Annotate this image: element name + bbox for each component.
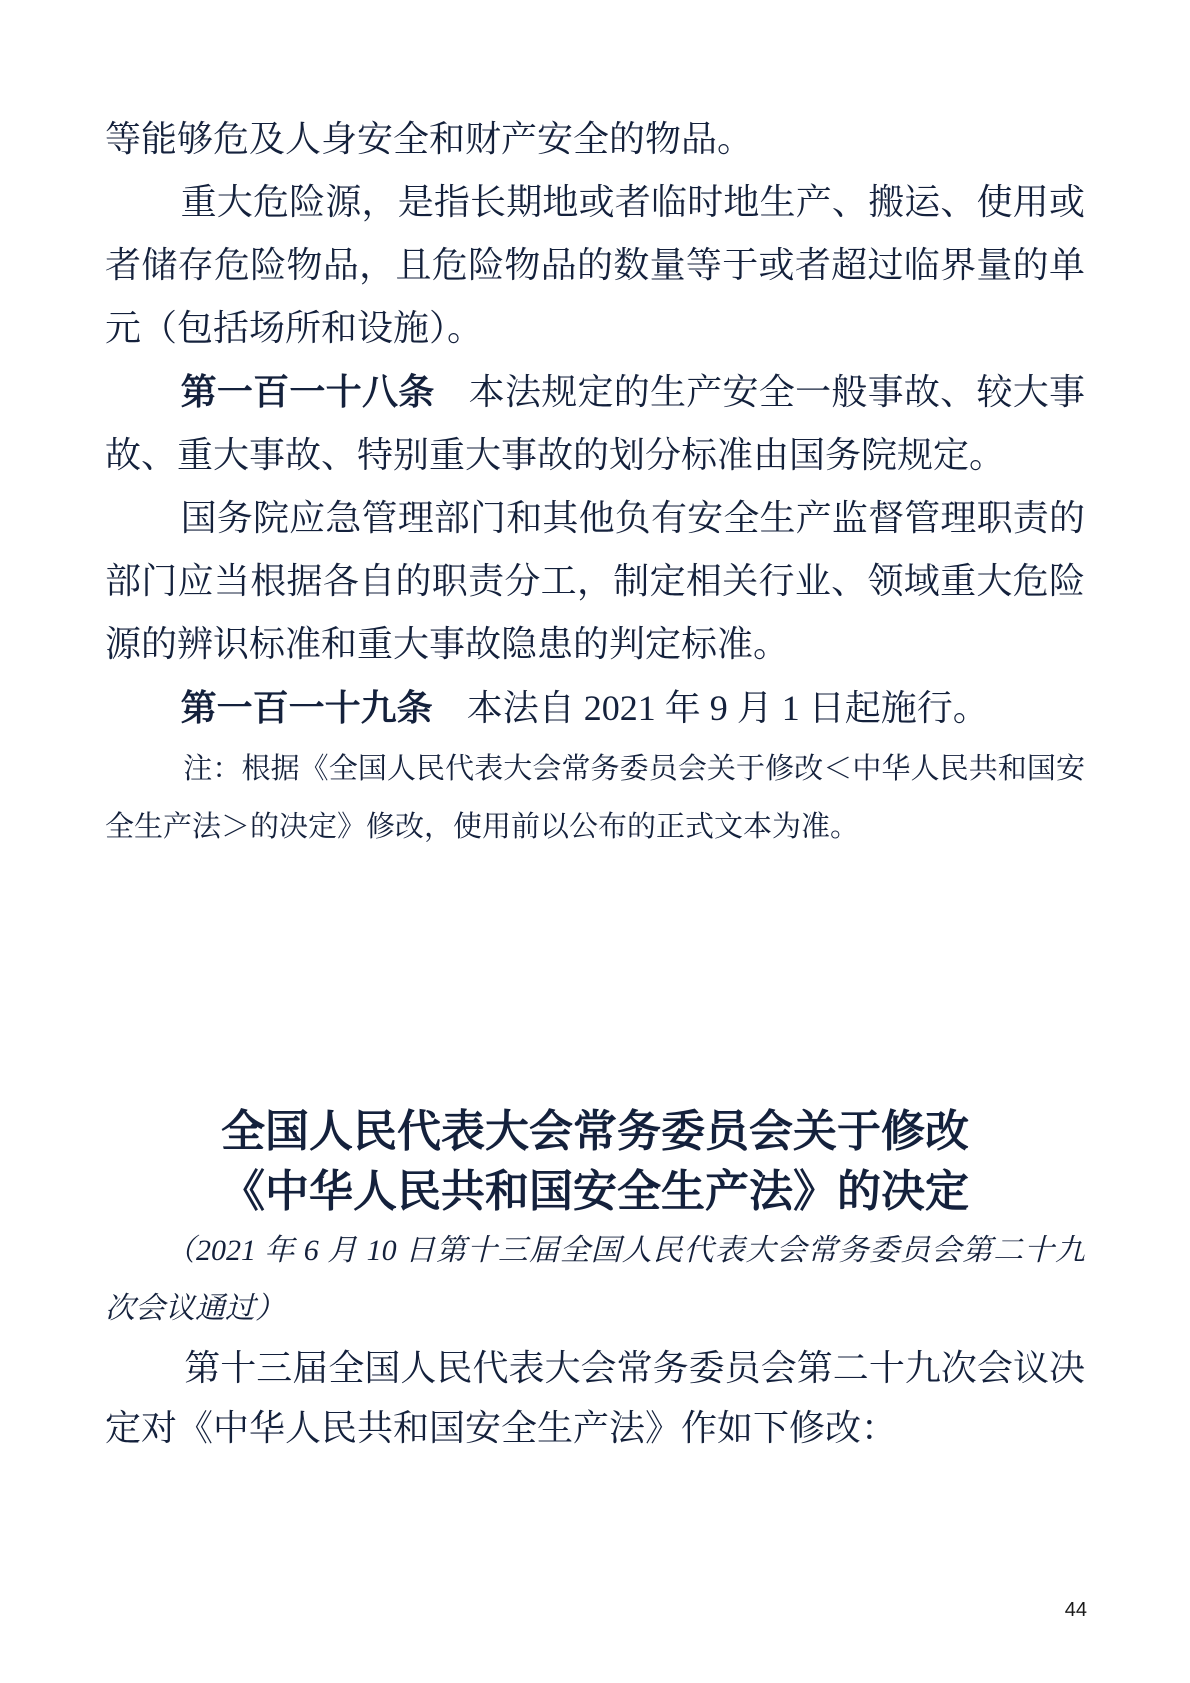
meeting-adoption-note: （2021 年 6 月 10 日第十三届全国人民代表大会常务委员会第二十九次会议通过） [105,1234,1085,1325]
article-118-number: 第一百一十八条 [180,371,435,412]
article-119-number: 第一百一十九条 [180,687,433,728]
article-119-text: 本法自 2021 年 9 月 1 日起施行。 [466,688,989,728]
decision-title-line-1: 全国人民代表大会常务委员会关于修改 [221,1107,969,1156]
decision-section [105,1102,1085,1458]
decision-title-line-2: 《中华人民共和国安全生产法》的决定 [221,1167,969,1216]
editor-note: 注：根据《全国人民代表大会常务委员会关于修改＜中华人民共和国安全生产法＞的决定》修改，使用前以公布的正式文本为准。 [105,753,1085,843]
law-text-section [105,108,1085,856]
decision-title [105,1102,1085,1222]
decision-opening-paragraph: 第十三届全国人民代表大会常务委员会第二十九次会议决定对《中华人民共和国安全生产法》作如下修改： [105,1348,1085,1448]
paragraph-article-119 [105,676,1085,740]
page-number: 44 [1064,1599,1087,1621]
paragraph-major-hazard-definition: 重大危险源，是指长期地或者临时地生产、搬运、使用或者储存危险物品，且危险物品的数量等于或者超过临界量的单元（包括场所和设施）。 [105,182,1085,348]
paragraph-article-118 [105,360,1085,487]
paragraph-state-council-duties: 国务院应急管理部门和其他负有安全生产监督管理职责的部门应当根据各自的职责分工，制定相关行业、领域重大危险源的辨识标准和重大事故隐患的判定标准。 [105,498,1085,664]
paragraph-continuation: 等能够危及人身安全和财产安全的物品。 [105,119,754,159]
article-118-text: 本法规定的生产安全一般事故、较大事故、重大事故、特别重大事故的划分标准由国务院规定。 [105,372,1085,475]
